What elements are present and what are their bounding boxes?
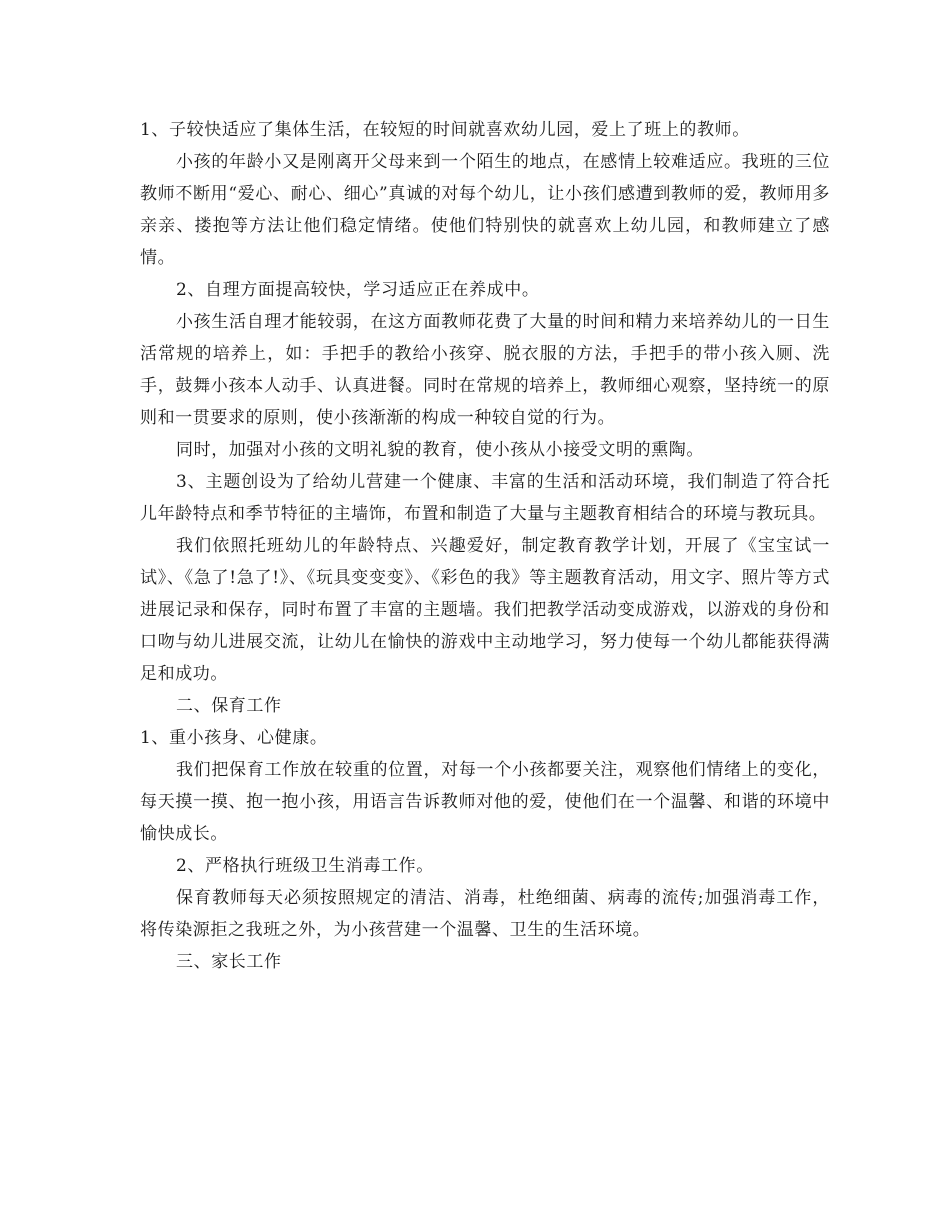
section-heading-parents: 三、家长工作 <box>176 952 282 972</box>
paragraph-1: 1、子较快适应了集体生活，在较短的时间就喜欢幼儿园，爱上了班上的教师。 <box>140 120 750 140</box>
document-body <box>140 114 830 978</box>
paragraph-10: 我们把保育工作放在较重的位置，对每一个小孩都要关注，观察他们情绪上的变化，每天摸一摸、抱一抱小孩，用语言告诉教师对他的爱，使他们在一个温馨、和谐的环境中愉快成长。 <box>140 760 830 844</box>
paragraph-3: 2、自理方面提高较快，学习适应正在养成中。 <box>176 280 540 300</box>
paragraph-2: 小孩的年龄小又是刚离开父母来到一个陌生的地点，在感情上较难适应。我班的三位教师不断用“爱心、耐心、细心”真诚的对每个幼儿，让小孩们感遭到教师的爱，教师用多亲亲、搂抱等方法让他们稳定情绪。使他们特别快的就喜欢上幼儿园，和教师建立了感情。 <box>140 152 830 268</box>
paragraph-11: 2、严格执行班级卫生消毒工作。 <box>176 856 434 876</box>
section-heading-care: 二、保育工作 <box>176 696 282 716</box>
paragraph-7: 我们依照托班幼儿的年龄特点、兴趣爱好，制定教育教学计划，开展了《宝宝试一试》、《急了!急了!》、《玩具变变变》、《彩色的我》等主题教育活动，用文字、照片等方式进展记录和保存，同时布置了丰富的主题墙。我们把教学活动变成游戏，以游戏的身份和口吻与幼儿进展交流，让幼儿在愉快的游戏中主动地学习，努力使每一个幼儿都能获得满足和成功。 <box>140 536 830 684</box>
paragraph-5: 同时，加强对小孩的文明礼貌的教育，使小孩从小接受文明的熏陶。 <box>176 440 704 460</box>
paragraph-6: 3、主题创设为了给幼儿营建一个健康、丰富的生活和活动环境，我们制造了符合托儿年龄特点和季节特征的主墙饰，布置和制造了大量与主题教育相结合的环境与教玩具。 <box>140 472 830 524</box>
paragraph-12: 保育教师每天必须按照规定的清洁、消毒，杜绝细菌、病毒的流传;加强消毒工作，将传染源拒之我班之外，为小孩营建一个温馨、卫生的生活环境。 <box>140 888 830 940</box>
paragraph-4: 小孩生活自理才能较弱，在这方面教师花费了大量的时间和精力来培养幼儿的一日生活常规的培养上，如：手把手的教给小孩穿、脱衣服的方法，手把手的带小孩入厕、洗手，鼓舞小孩本人动手、认真进餐。同时在常规的培养上，教师细心观察，坚持统一的原则和一贯要求的原则，使小孩渐渐的构成一种较自觉的行为。 <box>140 312 830 428</box>
paragraph-9: 1、重小孩身、心健康。 <box>140 728 328 748</box>
